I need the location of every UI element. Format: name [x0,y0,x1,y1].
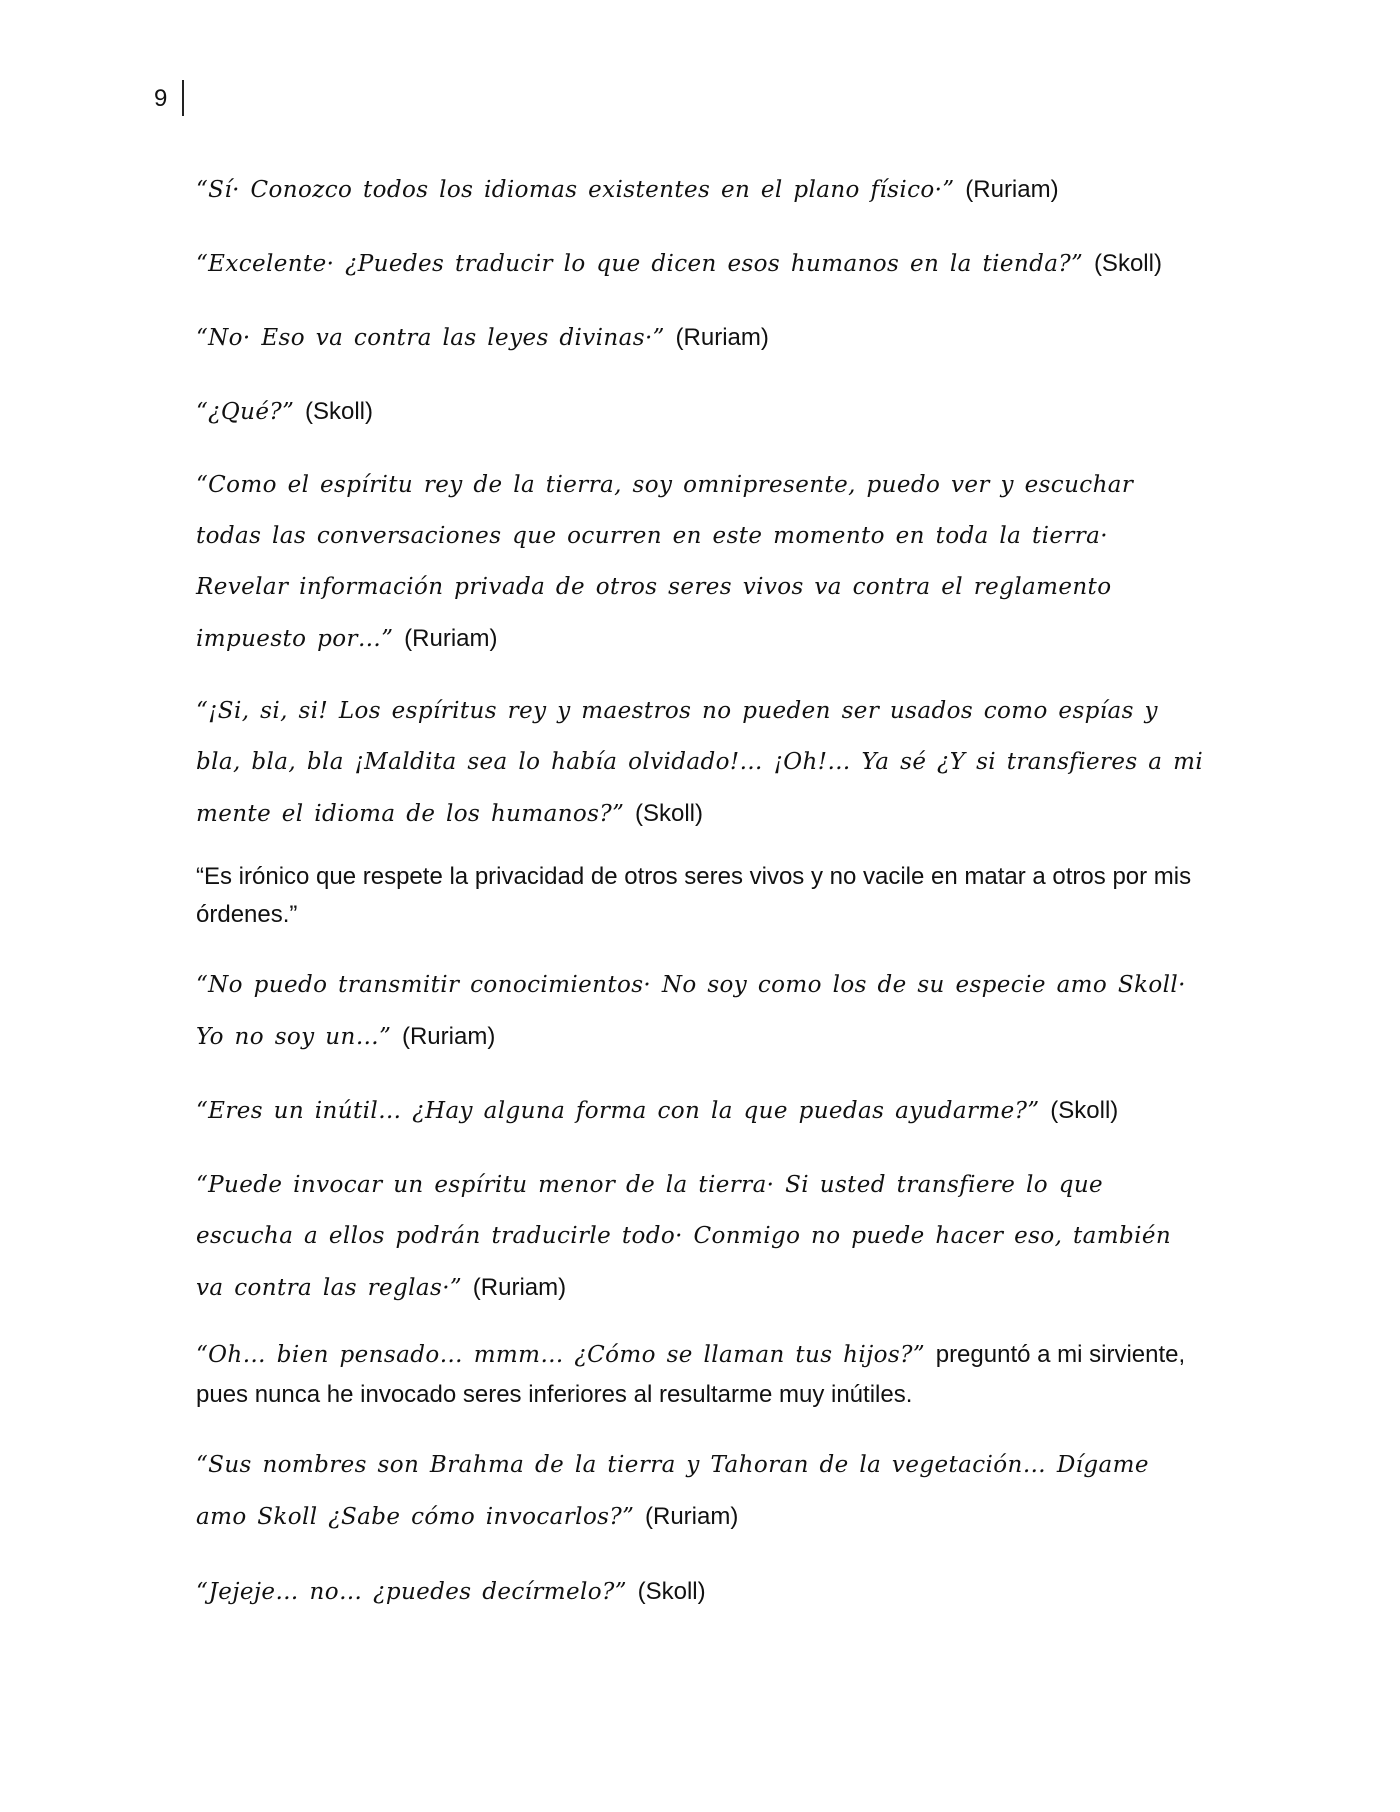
speaker-tag: (Ruriam) [645,1503,739,1530]
paragraph-5 [196,460,1206,665]
paragraph-9 [196,1085,1206,1137]
paragraph-1 [196,164,1206,216]
dialogue-text: “Sus nombres son Brahma de la tierra y Tahoran de la vegetación… Dígame amo Skoll ¿Sabe cómo invocarlos?” [196,1452,1149,1530]
dialogue-text: “Excelente· ¿Puedes traducir lo que dicen esos humanos en la tienda?” [196,251,1084,277]
speaker-tag: (Skoll) [304,398,373,425]
narration-tag: preguntó a mi sirviente, pues nunca he invocado seres inferiores al resultarme muy inútiles. [196,1341,1186,1408]
dialogue-text: “¿Qué?” [196,399,295,425]
paragraph-3 [196,312,1206,364]
paragraph-10 [196,1160,1206,1314]
speaker-tag: (Ruriam) [675,324,769,351]
speaker-tag: (Skoll) [1050,1097,1119,1124]
speaker-tag: (Ruriam) [404,625,498,652]
narration-paragraph: “Es irónico que respete la privacidad de otros seres vivos y no vacile en matar a otros por mis órdenes.” [196,863,1192,928]
dialogue-text: “Jejeje… no… ¿puedes decírmelo?” [196,1579,627,1605]
paragraph-4 [196,386,1206,438]
page-number-divider [182,80,184,116]
page-number: 9 [154,85,168,112]
speaker-tag: (Skoll) [1093,250,1162,277]
dialogue-text: “No· Eso va contra las leyes divinas·” [196,325,665,351]
paragraph-13 [196,1566,1206,1618]
paragraph-2 [196,238,1206,290]
dialogue-text: “Eres un inútil… ¿Hay alguna forma con la que puedas ayudarme?” [196,1098,1040,1124]
paragraph-12 [196,1440,1206,1543]
paragraph-8 [196,960,1206,1063]
dialogue-text: “Sí· Conozco todos los idiomas existentes en el plano físico·” [196,177,955,203]
speaker-tag: (Skoll) [634,800,703,827]
speaker-tag: (Ruriam) [965,176,1059,203]
dialogue-text: “No puedo transmitir conocimientos· No soy como los de su especie amo Skoll· Yo no soy un…” [196,972,1186,1050]
speaker-tag: (Ruriam) [472,1274,567,1301]
dialogue-text: “Puede invocar un espíritu menor de la tierra· Si usted transfiere lo que escucha a ellos podrán traducirle todo· Conmigo no puede hacer eso, también va contra las reglas·” [196,1172,1172,1301]
paragraph-6 [196,686,1206,840]
dialogue-text: “¡Si, si, si! Los espíritus rey y maestros no pueden ser usados como espías y bla, bla, bla ¡Maldita sea lo había olvidado!… ¡Oh!… Ya sé ¿Y si transfieres a mi mente el idioma de los humanos?” [196,698,1204,827]
speaker-tag: (Skoll) [637,1578,706,1605]
dialogue-text: “Como el espíritu rey de la tierra, soy omnipresente, puedo ver y escuchar todas las conversaciones que ocurren en este momento en toda la tierra· Revelar información privada de otros seres vivos va contra el reglamento impuesto por…” [196,472,1134,652]
speaker-tag: (Ruriam) [401,1023,496,1050]
paragraph-11 [196,1335,1206,1415]
dialogue-text: “Oh… bien pensado… mmm… ¿Cómo se llaman tus hijos?” [196,1342,925,1368]
